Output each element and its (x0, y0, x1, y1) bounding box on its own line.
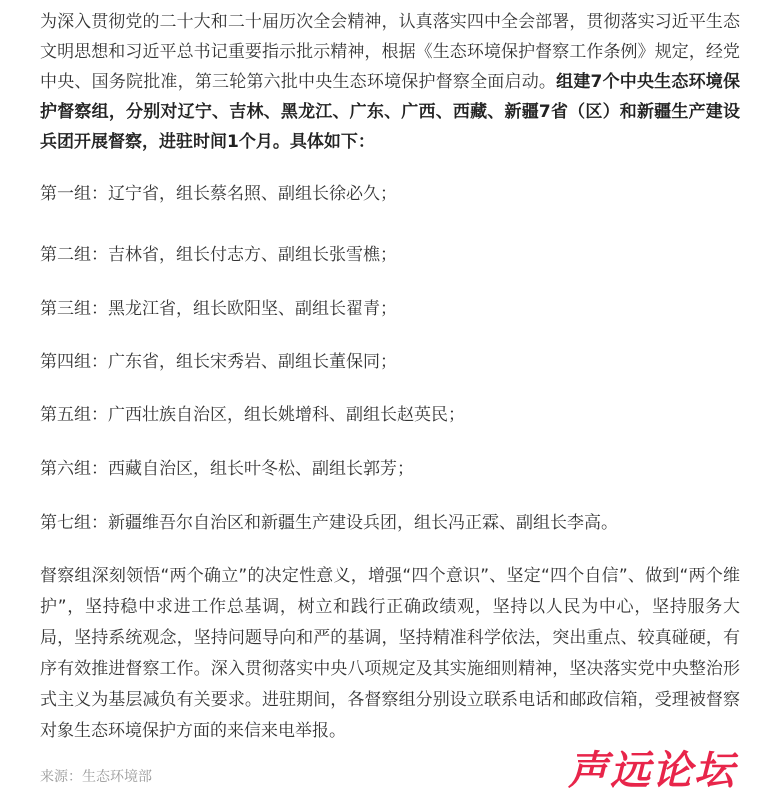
watermark-text: 声远论坛 (568, 748, 736, 794)
group-item-6: 第六组：西藏自治区，组长叶冬松、副组长郭芳； (40, 459, 414, 479)
article-body (40, 7, 740, 157)
group-item-5: 第五组：广西壮族自治区，组长姚增科、副组长赵英民； (40, 405, 465, 425)
intro-bold-text: 组建7个中央生态环境保护督察组，分别对辽宁、吉林、黑龙江、广东、广西、西藏、新疆7省（区）和新疆生产建设兵团开展督察，进驻时间1个月。具体如下： (40, 72, 740, 152)
closing-paragraph: 督察组深刻领悟“两个确立”的决定性意义，增强“四个意识”、坚定“四个自信”、做到“两个维护”，坚持稳中求进工作总基调，树立和践行正确政绩观，坚持以人民为中心，坚持服务大局，坚持系统观念，坚持问题导向和严的基调，坚持精准科学依法，突出重点、较真碰硬，有序有效推进督察工作。深入贯彻落实中央八项规定及其实施细则精神，坚决落实党中央整治形式主义为基层减负有关要求。进驻期间，各督察组分别设立联系电话和邮政信箱，受理被督察对象生态环境保护方面的来信来电举报。 (40, 566, 740, 741)
watermark-logo-graphic (568, 748, 768, 794)
intro-text: 为深入贯彻党的二十大和二十届历次全会精神，认真落实四中全会部署，贯彻落实习近平生态文明思想和习近平总书记重要指示批示精神，根据《生态环境保护督察工作条例》规定，经党中央、国务院批准，第三轮第六批中央生态环境保护督察全面启动。 (40, 12, 740, 92)
group-item-2: 第二组：吉林省，组长付志方、副组长张雪樵； (40, 245, 397, 265)
source-credit: 来源：生态环境部 (40, 769, 152, 785)
group-item-1: 第一组：辽宁省，组长蔡名照、副组长徐必久； (40, 184, 397, 204)
group-item-3: 第三组：黑龙江省，组长欧阳坚、副组长翟青； (40, 299, 397, 319)
group-item-7: 第七组：新疆维吾尔自治区和新疆生产建设兵团，组长冯正霖、副组长李高。 (40, 513, 618, 533)
group-item-4: 第四组：广东省，组长宋秀岩、副组长董保同； (40, 352, 397, 372)
intro-paragraph (40, 7, 740, 157)
watermark-logo (568, 748, 768, 794)
